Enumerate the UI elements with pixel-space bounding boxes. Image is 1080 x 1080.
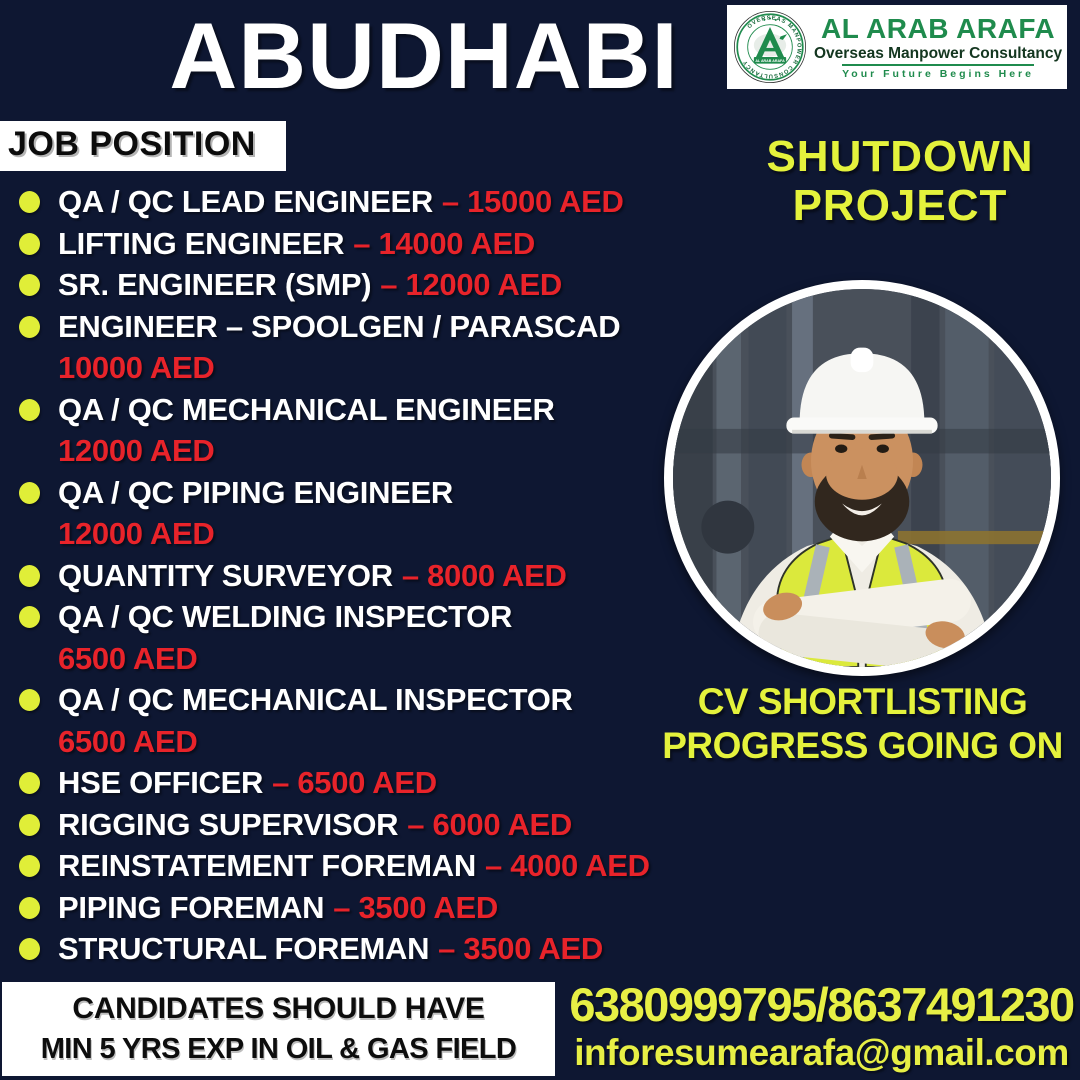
- job-salary: 6500 AED: [58, 723, 198, 759]
- job-title: QUANTITY SURVEYOR: [58, 557, 393, 593]
- job-salary: – 6500 AED: [272, 765, 437, 800]
- cv-status-line-2: PROGRESS GOING ON: [662, 725, 1063, 766]
- job-text: [58, 845, 684, 887]
- job-salary: 10000 AED: [58, 350, 215, 385]
- project-line-2: PROJECT: [792, 181, 1008, 230]
- job-item: [16, 679, 684, 762]
- poster-title: ABUDHABI: [169, 3, 679, 108]
- job-salary: – 14000 AED: [353, 225, 535, 261]
- job-title: QA / QC PIPING ENGINEER: [58, 474, 454, 510]
- job-title: STRUCTURAL FOREMAN: [58, 931, 430, 966]
- job-salary: – 12000 AED: [380, 267, 562, 302]
- job-item: [16, 223, 684, 265]
- job-item: [16, 928, 684, 970]
- bullet-icon: [19, 565, 40, 587]
- bullet-icon: [19, 938, 40, 960]
- job-title: PIPING FOREMAN: [58, 889, 325, 925]
- job-title: REINSTATEMENT FOREMAN: [58, 848, 476, 883]
- company-seal-icon: [732, 9, 808, 85]
- job-salary: – 15000 AED: [441, 184, 624, 219]
- seal-banner-text: AL ARAB ARAFA: [755, 58, 785, 63]
- job-text: [58, 264, 684, 306]
- job-salary: – 6000 AED: [407, 806, 572, 842]
- bullet-icon: [19, 689, 40, 711]
- job-text: [58, 181, 684, 223]
- project-line-1: SHUTDOWN: [766, 132, 1034, 181]
- job-text: [58, 596, 684, 679]
- job-text: [58, 389, 684, 472]
- job-title: QA / QC LEAD ENGINEER: [58, 184, 433, 219]
- bullet-icon: [19, 855, 40, 877]
- requirements-box: [2, 982, 555, 1076]
- bullet-icon: [19, 191, 40, 213]
- job-item: [16, 264, 684, 306]
- job-text: [58, 472, 684, 555]
- logo-company-name: AL ARAB ARAFA: [820, 13, 1056, 45]
- job-title: QA / QC MECHANICAL ENGINEER: [58, 391, 555, 427]
- cv-status: [645, 680, 1080, 768]
- job-item: [16, 804, 684, 846]
- cv-status-line-1: CV SHORTLISTING: [697, 681, 1028, 722]
- bullet-icon: [19, 274, 40, 296]
- shutdown-project-title: [733, 132, 1067, 230]
- bullet-icon: [19, 606, 40, 628]
- job-salary: – 8000 AED: [401, 557, 567, 593]
- job-salary: – 3500 AED: [438, 931, 603, 966]
- worker-photo: [664, 280, 1060, 676]
- job-text: [58, 306, 684, 389]
- job-salary: 6500 AED: [58, 640, 198, 676]
- contact-email: inforesumearafa@gmail.com: [574, 1032, 1069, 1073]
- job-text: [58, 223, 684, 265]
- bullet-icon: [19, 772, 40, 794]
- job-salary: – 4000 AED: [484, 848, 650, 883]
- job-text: [58, 804, 684, 846]
- job-title: ENGINEER – SPOOLGEN / PARASCAD: [58, 308, 621, 344]
- job-title: QA / QC WELDING INSPECTOR: [58, 599, 513, 634]
- job-item: [16, 596, 684, 679]
- bullet-icon: [19, 897, 40, 919]
- job-title: RIGGING SUPERVISOR: [58, 806, 399, 842]
- bullet-icon: [19, 482, 40, 504]
- requirement-line-2: MIN 5 YRS EXP IN OIL & GAS FIELD: [40, 1033, 517, 1066]
- job-item: [16, 887, 684, 929]
- job-salary: 12000 AED: [58, 433, 215, 468]
- bullet-icon: [19, 316, 40, 338]
- job-text: [58, 887, 684, 929]
- company-logo: [727, 5, 1067, 89]
- job-title: HSE OFFICER: [58, 765, 264, 800]
- job-title: LIFTING ENGINEER: [58, 225, 345, 261]
- job-item: [16, 555, 684, 597]
- logo-subtitle: Overseas Manpower Consultancy: [814, 44, 1063, 62]
- job-title: QA / QC MECHANICAL INSPECTOR: [58, 682, 573, 717]
- job-item: [16, 389, 684, 472]
- requirement-line-1: CANDIDATES SHOULD HAVE: [72, 991, 485, 1025]
- job-text: [58, 555, 684, 597]
- job-position-heading: JOB POSITION: [0, 121, 286, 171]
- job-text: [58, 762, 684, 804]
- job-salary: 12000 AED: [58, 516, 215, 551]
- bullet-icon: [19, 814, 40, 836]
- job-text: [58, 679, 684, 762]
- bullet-icon: [19, 233, 40, 255]
- contact-phone: 6380999795/8637491230: [569, 978, 1074, 1031]
- job-title: SR. ENGINEER (SMP): [58, 267, 372, 302]
- job-item: [16, 762, 684, 804]
- job-item: [16, 472, 684, 555]
- bullet-icon: [19, 399, 40, 421]
- job-text: [58, 928, 684, 970]
- job-salary: – 3500 AED: [333, 889, 498, 925]
- job-item: [16, 306, 684, 389]
- logo-tagline: Your Future Begins Here: [842, 64, 1034, 80]
- seal-ring-text: OVERSEAS MANPOWER CONSULTANCY: [742, 15, 802, 79]
- job-list: [16, 181, 684, 970]
- job-item: [16, 181, 684, 223]
- worker-photo-illustration: [673, 289, 1051, 667]
- job-item: [16, 845, 684, 887]
